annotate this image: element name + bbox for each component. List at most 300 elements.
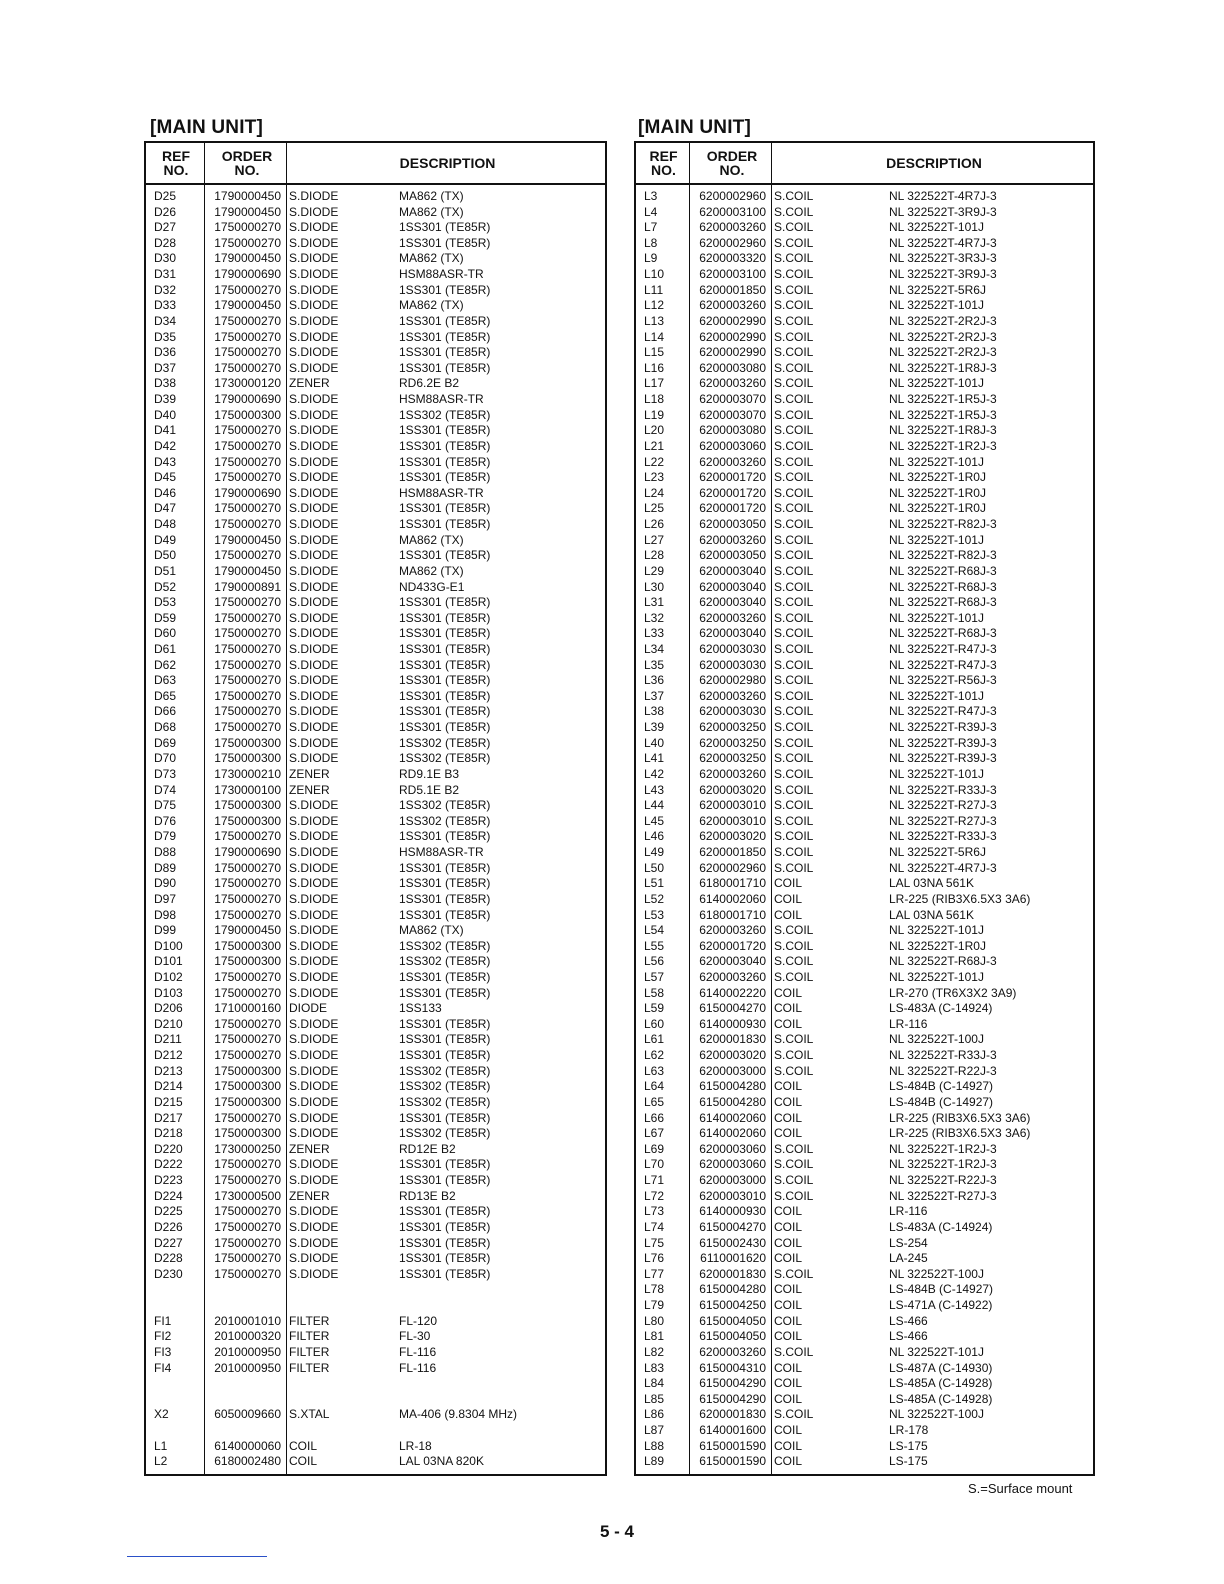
ref-no-cell: FI2 — [154, 1329, 172, 1344]
order-no-cell: 6150004280 — [699, 1094, 766, 1109]
order-no-cell: 6200003040 — [699, 954, 766, 969]
part-type-cell: COIL — [774, 1454, 803, 1469]
table-row — [636, 658, 1093, 674]
part-type-cell: S.COIL — [774, 657, 814, 672]
part-type-cell: S.COIL — [774, 392, 814, 407]
part-number-cell: 1SS301 (TE85R) — [399, 985, 491, 1000]
part-number-cell: LR-225 (RIB3X6.5X3 3A6) — [889, 1110, 1031, 1125]
part-number-cell: 1SS302 (TE85R) — [399, 798, 491, 813]
part-number-cell: 1SS301 (TE85R) — [399, 360, 491, 375]
table-row — [636, 189, 1093, 205]
part-number-cell: RD6.2E B2 — [399, 376, 460, 391]
part-number-cell: 1SS301 (TE85R) — [399, 704, 491, 719]
table-row — [146, 423, 605, 439]
order-no-cell: 6110001620 — [700, 1251, 766, 1266]
order-no-cell: 1750000270 — [214, 345, 281, 360]
right-header-description: DESCRIPTION — [886, 155, 982, 171]
table-row — [636, 236, 1093, 252]
table-row — [636, 439, 1093, 455]
table-row — [146, 720, 605, 736]
table-row — [146, 298, 605, 314]
table-row — [636, 548, 1093, 564]
ref-no-cell: L89 — [644, 1454, 665, 1469]
part-number-cell: NL 322522T-R68J-3 — [889, 626, 997, 641]
ref-no-cell: L60 — [644, 1016, 665, 1031]
ref-no-cell: L51 — [644, 876, 665, 891]
order-no-cell: 6200003250 — [699, 720, 766, 735]
part-type-cell: S.COIL — [774, 751, 814, 766]
order-no-cell: 2010001010 — [214, 1313, 281, 1328]
table-row — [636, 986, 1093, 1002]
part-type-cell: S.COIL — [774, 595, 814, 610]
order-no-cell: 1750000270 — [214, 673, 281, 688]
part-type-cell: S.DIODE — [289, 923, 339, 938]
ref-no-cell: L19 — [644, 407, 665, 422]
part-number-cell: NL 322522T-3R9J-3 — [889, 204, 997, 219]
part-number-cell: NL 322522T-R47J-3 — [889, 641, 997, 656]
part-type-cell: S.DIODE — [289, 938, 339, 953]
order-no-cell: 6200003260 — [699, 923, 766, 938]
part-number-cell: NL 322522T-4R7J-3 — [889, 235, 997, 250]
table-row — [636, 704, 1093, 720]
part-type-cell: ZENER — [289, 782, 330, 797]
order-no-cell: 6200002980 — [699, 673, 766, 688]
order-no-cell: 1750000270 — [214, 860, 281, 875]
part-number-cell: 1SS301 (TE85R) — [399, 876, 491, 891]
table-row — [146, 501, 605, 517]
part-type-cell: S.DIODE — [289, 360, 339, 375]
order-no-cell: 1750000270 — [214, 829, 281, 844]
part-number-cell: 1SS302 (TE85R) — [399, 813, 491, 828]
ref-no-cell: L66 — [644, 1110, 665, 1125]
part-type-cell: S.DIODE — [289, 876, 339, 891]
ref-no-cell: L69 — [644, 1141, 665, 1156]
table-row — [146, 798, 605, 814]
table-row — [636, 736, 1093, 752]
table-row — [636, 283, 1093, 299]
ref-no-cell: L58 — [644, 985, 665, 1000]
part-number-cell: NL 322522T-1R5J-3 — [889, 392, 997, 407]
table-row — [636, 1267, 1093, 1283]
ref-no-cell: D65 — [154, 688, 177, 703]
table-row — [146, 1376, 605, 1392]
part-number-cell: NL 322522T-101J — [889, 220, 984, 235]
order-no-cell: 1750000300 — [214, 798, 281, 813]
table-row — [636, 1220, 1093, 1236]
ref-no-cell: D98 — [154, 907, 177, 922]
table-row — [146, 783, 605, 799]
ref-no-cell: D42 — [154, 438, 177, 453]
ref-no-cell: L59 — [644, 1001, 665, 1016]
table-row — [146, 283, 605, 299]
part-type-cell: S.COIL — [774, 548, 814, 563]
ref-no-cell: L52 — [644, 891, 665, 906]
table-row — [146, 330, 605, 346]
order-no-cell: 2010000950 — [214, 1360, 281, 1375]
ref-no-cell: L15 — [644, 345, 665, 360]
table-row — [146, 954, 605, 970]
order-no-cell: 1750000300 — [214, 1126, 281, 1141]
part-type-cell: S.COIL — [774, 923, 814, 938]
part-type-cell: S.COIL — [774, 954, 814, 969]
ref-no-cell: L46 — [644, 829, 665, 844]
table-row — [146, 455, 605, 471]
ref-no-cell: D45 — [154, 470, 177, 485]
ref-no-cell: D223 — [154, 1173, 183, 1188]
order-no-cell: 6140002060 — [699, 1110, 766, 1125]
order-no-cell: 1750000270 — [214, 1048, 281, 1063]
ref-no-cell: D75 — [154, 798, 177, 813]
order-no-cell: 1750000300 — [214, 751, 281, 766]
part-number-cell: 1SS301 (TE85R) — [399, 1204, 491, 1219]
order-no-cell: 1750000270 — [214, 438, 281, 453]
ref-no-cell: L25 — [644, 501, 665, 516]
part-type-cell: S.DIODE — [289, 548, 339, 563]
order-no-cell: 6200003020 — [699, 1048, 766, 1063]
part-type-cell: S.DIODE — [289, 673, 339, 688]
order-no-cell: 6200003060 — [699, 1141, 766, 1156]
table-row — [636, 1157, 1093, 1173]
order-no-cell: 1750000270 — [214, 704, 281, 719]
order-no-cell: 6200003260 — [699, 532, 766, 547]
part-number-cell: 1SS302 (TE85R) — [399, 1126, 491, 1141]
part-number-cell: MA862 (TX) — [399, 532, 464, 547]
table-row — [146, 814, 605, 830]
left-header-ref: REF NO. — [162, 148, 190, 178]
ref-no-cell: L49 — [644, 845, 665, 860]
table-row — [146, 470, 605, 486]
part-type-cell: S.COIL — [774, 798, 814, 813]
part-type-cell: ZENER — [289, 766, 330, 781]
ref-no-cell: D27 — [154, 220, 177, 235]
order-no-cell: 6200002990 — [699, 329, 766, 344]
order-no-cell: 1750000300 — [214, 813, 281, 828]
part-number-cell: LR-225 (RIB3X6.5X3 3A6) — [889, 891, 1031, 906]
part-type-cell: S.COIL — [774, 189, 814, 203]
ref-no-cell: L43 — [644, 782, 665, 797]
part-number-cell: LR-116 — [889, 1204, 928, 1219]
part-type-cell: S.DIODE — [289, 1219, 339, 1234]
part-number-cell: 1SS301 (TE85R) — [399, 235, 491, 250]
part-number-cell: 1SS133 — [399, 1001, 442, 1016]
ref-no-cell: D28 — [154, 235, 177, 250]
order-no-cell: 6200001720 — [699, 938, 766, 953]
part-number-cell: MA862 (TX) — [399, 298, 464, 313]
part-number-cell: MA862 (TX) — [399, 923, 464, 938]
part-type-cell: S.COIL — [774, 829, 814, 844]
part-number-cell: 1SS301 (TE85R) — [399, 501, 491, 516]
part-number-cell: NL 322522T-R33J-3 — [889, 782, 997, 797]
part-type-cell: S.COIL — [774, 610, 814, 625]
table-row — [146, 736, 605, 752]
order-no-cell: 2010000320 — [214, 1329, 281, 1344]
table-row — [636, 970, 1093, 986]
part-type-cell: S.COIL — [774, 813, 814, 828]
part-number-cell: 1SS301 (TE85R) — [399, 1032, 491, 1047]
order-no-cell: 1750000270 — [214, 282, 281, 297]
order-no-cell: 6200003010 — [699, 813, 766, 828]
part-number-cell: 1SS301 (TE85R) — [399, 517, 491, 532]
order-no-cell: 6200001850 — [699, 845, 766, 860]
order-no-cell: 6200003000 — [699, 1173, 766, 1188]
ref-no-cell: L41 — [644, 751, 665, 766]
order-no-cell: 1750000270 — [214, 470, 281, 485]
part-number-cell: MA862 (TX) — [399, 251, 464, 266]
ref-no-cell: D59 — [154, 610, 177, 625]
ref-no-cell: D217 — [154, 1110, 183, 1125]
ref-no-cell: X2 — [154, 1407, 169, 1422]
part-number-cell: NL 322522T-100J — [889, 1407, 984, 1422]
table-row — [146, 1329, 605, 1345]
part-number-cell: LS-466 — [889, 1329, 928, 1344]
table-row — [146, 1064, 605, 1080]
part-number-cell: 1SS301 (TE85R) — [399, 282, 491, 297]
table-row — [146, 564, 605, 580]
table-row — [636, 376, 1093, 392]
table-row — [146, 689, 605, 705]
ref-no-cell: L62 — [644, 1048, 665, 1063]
order-no-cell: 6150004310 — [699, 1360, 766, 1375]
table-row — [636, 314, 1093, 330]
table-row — [146, 626, 605, 642]
part-number-cell: NL 322522T-1R0J — [889, 485, 986, 500]
table-row — [146, 408, 605, 424]
part-number-cell: NL 322522T-5R6J — [889, 282, 986, 297]
ref-no-cell: L33 — [644, 626, 665, 641]
order-no-cell: 6200003260 — [699, 970, 766, 984]
order-no-cell: 1750000270 — [214, 360, 281, 375]
part-type-cell: COIL — [774, 876, 803, 891]
ref-no-cell: L86 — [644, 1407, 665, 1422]
order-no-cell: 6140000930 — [699, 1204, 766, 1219]
ref-no-cell: D90 — [154, 876, 177, 891]
ref-no-cell: L35 — [644, 657, 665, 672]
table-row — [146, 767, 605, 783]
part-number-cell: 1SS301 (TE85R) — [399, 1266, 491, 1281]
part-number-cell: NL 322522T-101J — [889, 970, 984, 984]
ref-no-cell: L26 — [644, 517, 665, 532]
table-row — [146, 548, 605, 564]
table-row — [636, 1064, 1093, 1080]
table-row — [636, 1079, 1093, 1095]
part-number-cell: NL 322522T-100J — [889, 1032, 984, 1047]
part-type-cell: S.DIODE — [289, 813, 339, 828]
table-row — [146, 1407, 605, 1423]
order-no-cell: 6200003020 — [699, 829, 766, 844]
ref-no-cell: L56 — [644, 954, 665, 969]
part-type-cell: S.DIODE — [289, 720, 339, 735]
order-no-cell: 6140000930 — [699, 1016, 766, 1031]
ref-no-cell: L87 — [644, 1422, 665, 1437]
ref-no-cell: L74 — [644, 1219, 665, 1234]
ref-no-cell: L30 — [644, 579, 665, 594]
order-no-cell: 6200003260 — [699, 376, 766, 391]
part-number-cell: LAL 03NA 820K — [399, 1454, 484, 1469]
table-row — [146, 892, 605, 908]
order-no-cell: 6200002990 — [699, 345, 766, 360]
ref-no-cell: L73 — [644, 1204, 665, 1219]
table-row — [146, 642, 605, 658]
part-type-cell: S.COIL — [774, 688, 814, 703]
part-number-cell: NL 322522T-R27J-3 — [889, 798, 997, 813]
part-number-cell: LS-485A (C-14928) — [889, 1391, 993, 1406]
table-row — [636, 267, 1093, 283]
order-no-cell: 1750000270 — [214, 423, 281, 438]
ref-no-cell: L38 — [644, 704, 665, 719]
ref-no-cell: L61 — [644, 1032, 665, 1047]
order-no-cell: 1790000450 — [214, 204, 281, 219]
table-row — [636, 829, 1093, 845]
part-number-cell: NL 322522T-1R0J — [889, 470, 986, 485]
part-type-cell: S.COIL — [774, 438, 814, 453]
ref-no-cell: L71 — [644, 1173, 665, 1188]
part-number-cell: MA862 (TX) — [399, 563, 464, 578]
order-no-cell: 6140001600 — [699, 1422, 766, 1437]
part-number-cell: NL 322522T-1R8J-3 — [889, 360, 997, 375]
part-type-cell: S.DIODE — [289, 220, 339, 235]
order-no-cell: 6200003010 — [699, 1188, 766, 1203]
order-no-cell: 6200003260 — [699, 610, 766, 625]
order-no-cell: 1750000270 — [214, 970, 281, 984]
part-number-cell: NL 322522T-R47J-3 — [889, 657, 997, 672]
part-number-cell: LS-483A (C-14924) — [889, 1219, 993, 1234]
order-no-cell: 6200003040 — [699, 579, 766, 594]
part-type-cell: COIL — [774, 1422, 803, 1437]
order-no-cell: 6200003060 — [699, 438, 766, 453]
part-type-cell: DIODE — [289, 1001, 328, 1016]
ref-no-cell: D210 — [154, 1016, 183, 1031]
ref-no-cell: D224 — [154, 1188, 183, 1203]
ref-no-cell: D47 — [154, 501, 177, 516]
part-type-cell: S.DIODE — [289, 845, 339, 860]
order-no-cell: 1790000690 — [214, 392, 281, 407]
order-no-cell: 6140000060 — [214, 1438, 281, 1453]
ref-no-cell: L21 — [644, 438, 665, 453]
ref-no-cell: L8 — [644, 235, 658, 250]
part-number-cell: LAL 03NA 561K — [889, 876, 974, 891]
part-type-cell: S.DIODE — [289, 267, 339, 282]
table-row — [146, 908, 605, 924]
table-row — [636, 1454, 1093, 1470]
ref-no-cell: D230 — [154, 1266, 183, 1281]
ref-no-cell: L67 — [644, 1126, 665, 1141]
part-type-cell: COIL — [774, 1391, 803, 1406]
part-type-cell: S.XTAL — [289, 1407, 330, 1422]
ref-no-cell: L76 — [644, 1251, 665, 1266]
part-type-cell: S.DIODE — [289, 189, 339, 203]
part-number-cell: NL 322522T-2R2J-3 — [889, 313, 997, 328]
part-number-cell: NL 322522T-R68J-3 — [889, 579, 997, 594]
table-row — [146, 1361, 605, 1377]
table-row — [146, 1111, 605, 1127]
ref-no-cell: L16 — [644, 360, 665, 375]
ref-no-cell: FI3 — [154, 1344, 172, 1359]
ref-no-cell: L27 — [644, 532, 665, 547]
table-row — [146, 1454, 605, 1470]
ref-no-cell: D26 — [154, 204, 177, 219]
part-type-cell: S.COIL — [774, 579, 814, 594]
order-no-cell: 6150004280 — [699, 1079, 766, 1094]
ref-no-cell: D52 — [154, 579, 177, 594]
part-number-cell: LAL 03NA 561K — [889, 907, 974, 922]
part-type-cell: S.DIODE — [289, 1048, 339, 1063]
table-row — [146, 876, 605, 892]
table-row — [636, 1407, 1093, 1423]
ref-no-cell: L37 — [644, 688, 665, 703]
part-number-cell: NL 322522T-R56J-3 — [889, 673, 997, 688]
order-no-cell: 6200001720 — [699, 501, 766, 516]
ref-no-cell: L3 — [644, 189, 658, 203]
order-no-cell: 6200001830 — [699, 1266, 766, 1281]
part-number-cell: NL 322522T-1R0J — [889, 501, 986, 516]
table-row — [146, 861, 605, 877]
order-no-cell: 6150004050 — [699, 1329, 766, 1344]
ref-no-cell: D101 — [154, 954, 183, 969]
ref-no-cell: D41 — [154, 423, 177, 438]
part-number-cell: NL 322522T-R22J-3 — [889, 1173, 997, 1188]
part-type-cell: S.COIL — [774, 423, 814, 438]
right-parts-table — [634, 141, 1095, 1476]
table-row — [636, 720, 1093, 736]
order-no-cell: 6200003010 — [699, 798, 766, 813]
part-type-cell: S.COIL — [774, 204, 814, 219]
table-row — [146, 970, 605, 986]
ref-no-cell: D34 — [154, 313, 177, 328]
part-number-cell: 1SS301 (TE85R) — [399, 345, 491, 360]
order-no-cell: 1750000270 — [214, 1266, 281, 1281]
page-number: 5 - 4 — [600, 1522, 635, 1541]
ref-no-cell: D220 — [154, 1141, 183, 1156]
part-number-cell: NL 322522T-R39J-3 — [889, 751, 997, 766]
table-row — [146, 1079, 605, 1095]
table-row — [146, 1236, 605, 1252]
order-no-cell: 6200001830 — [699, 1407, 766, 1422]
order-no-cell: 6200001720 — [699, 485, 766, 500]
ref-no-cell: L63 — [644, 1063, 665, 1078]
order-no-cell: 1750000270 — [214, 891, 281, 906]
table-row — [146, 392, 605, 408]
order-no-cell: 1750000270 — [214, 1110, 281, 1125]
ref-no-cell: L24 — [644, 485, 665, 500]
table-row — [146, 1001, 605, 1017]
order-no-cell: 1790000450 — [214, 563, 281, 578]
part-type-cell: S.DIODE — [289, 298, 339, 313]
table-row — [636, 564, 1093, 580]
ref-no-cell: D40 — [154, 407, 177, 422]
order-no-cell: 6200003260 — [699, 298, 766, 313]
table-row — [636, 861, 1093, 877]
part-number-cell: 1SS301 (TE85R) — [399, 673, 491, 688]
part-number-cell: LS-175 — [889, 1454, 928, 1469]
table-row — [636, 767, 1093, 783]
order-no-cell: 1750000270 — [214, 688, 281, 703]
order-no-cell: 1750000270 — [214, 610, 281, 625]
part-type-cell: FILTER — [289, 1360, 330, 1375]
part-type-cell: S.DIODE — [289, 532, 339, 547]
part-number-cell: FL-116 — [399, 1360, 437, 1375]
order-no-cell: 1750000270 — [214, 1016, 281, 1031]
table-row — [636, 408, 1093, 424]
order-no-cell: 6200002960 — [699, 235, 766, 250]
order-no-cell: 2010000950 — [214, 1344, 281, 1359]
ref-no-cell: D68 — [154, 720, 177, 735]
part-number-cell: LS-484B (C-14927) — [889, 1079, 994, 1094]
part-number-cell: NL 322522T-1R2J-3 — [889, 1141, 997, 1156]
ref-no-cell: L14 — [644, 329, 665, 344]
part-type-cell: S.DIODE — [289, 1266, 339, 1281]
part-number-cell: 1SS301 (TE85R) — [399, 860, 491, 875]
table-row — [146, 845, 605, 861]
